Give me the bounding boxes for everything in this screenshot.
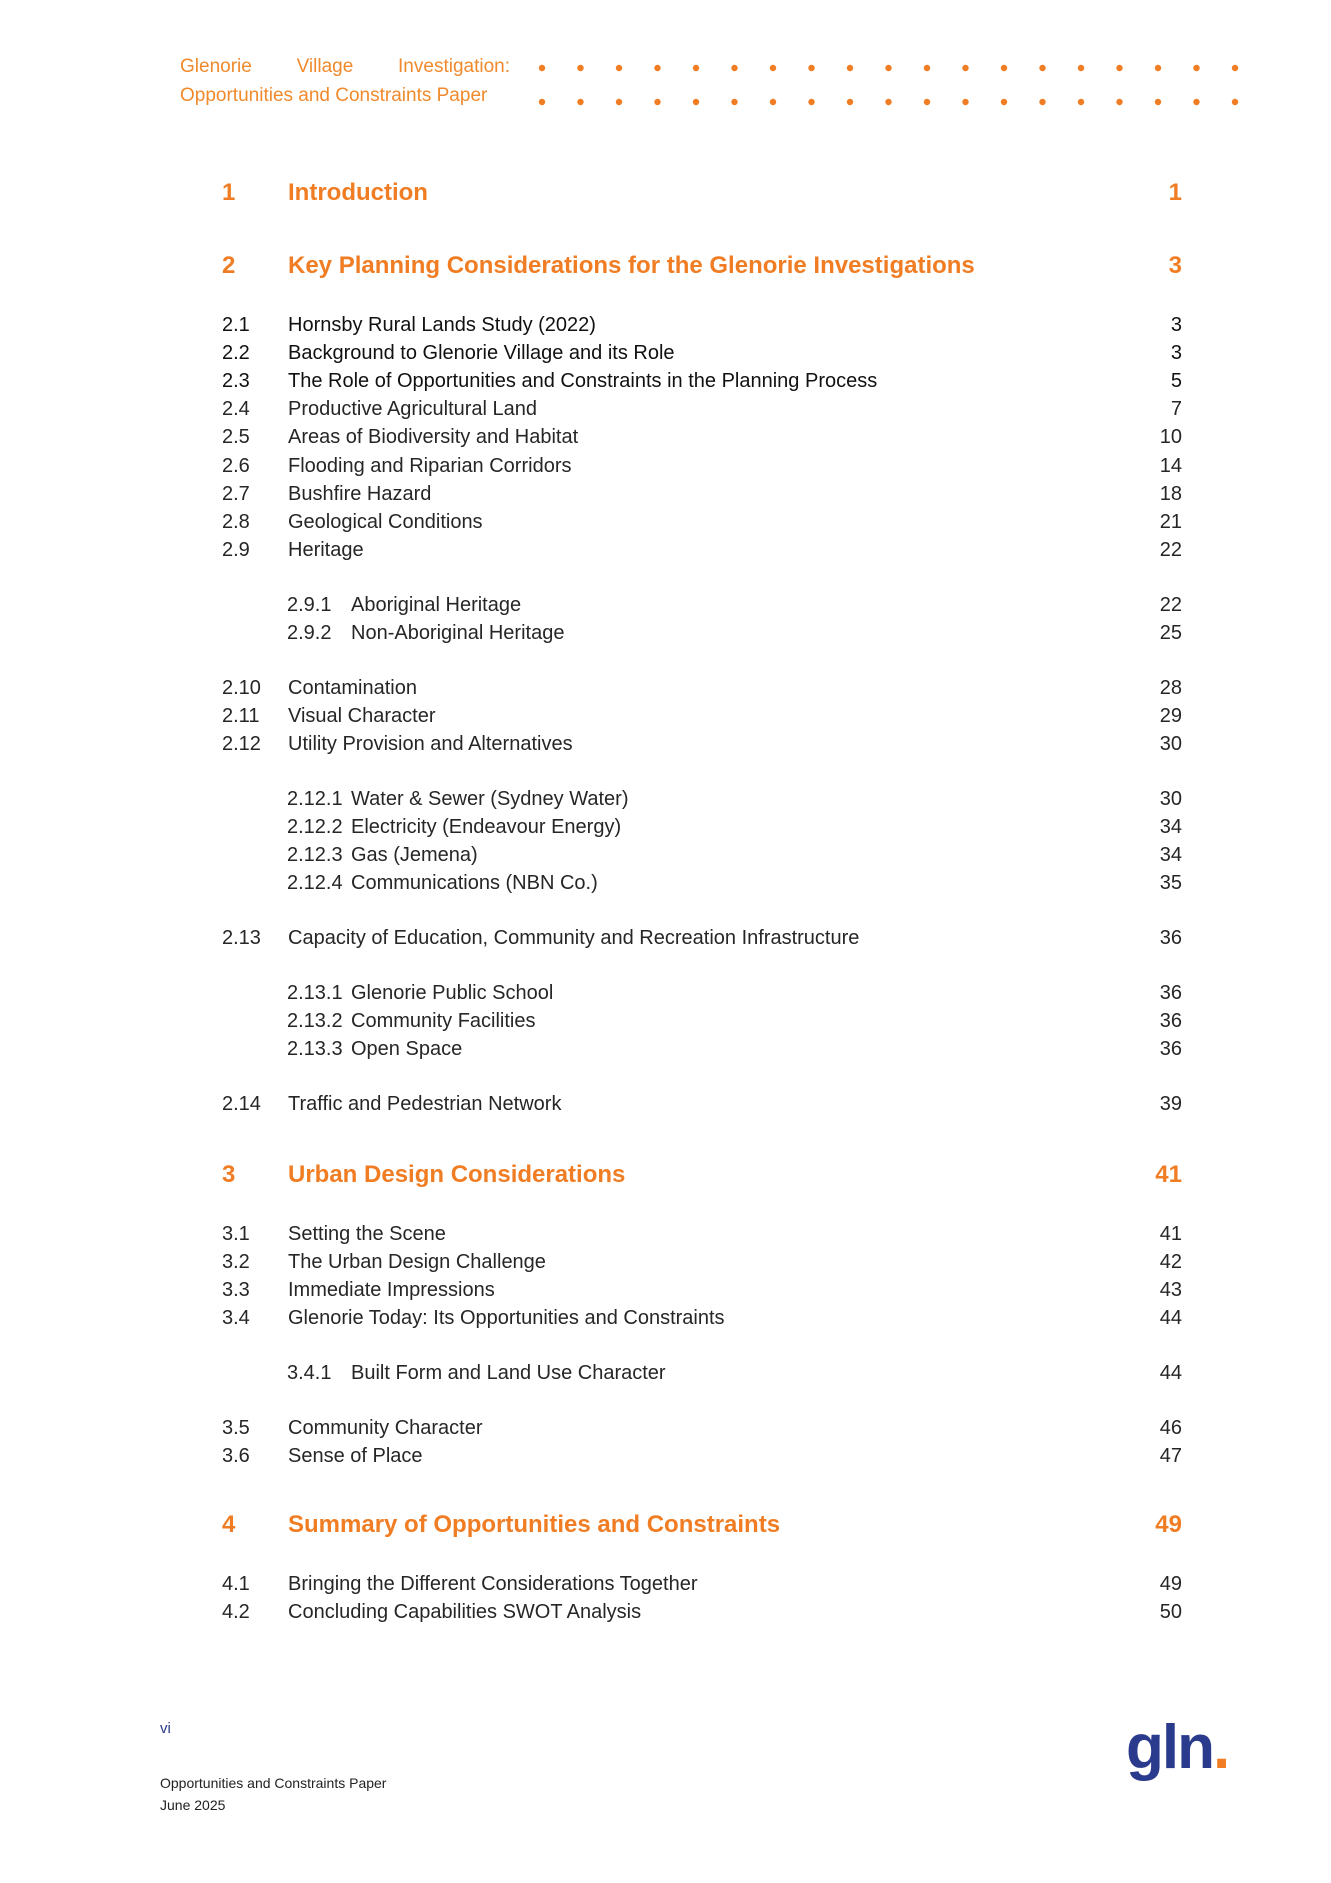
toc-title: Capacity of Education, Community and Recreation Infrastructure xyxy=(288,926,860,949)
header-dot xyxy=(654,65,660,71)
toc-number: 2.9.1 xyxy=(287,593,332,616)
toc-title: Key Planning Considerations for the Glenorie Investigations xyxy=(288,252,975,279)
toc-section-entry[interactable] xyxy=(222,924,1182,952)
header-word: Glenorie xyxy=(180,56,252,77)
toc-chapter-entry[interactable] xyxy=(222,249,1182,283)
toc-number: 2.12 xyxy=(222,732,261,755)
toc-page-number: 7 xyxy=(1170,397,1182,420)
toc-number: 2.9 xyxy=(222,538,250,561)
toc-page-number: 34 xyxy=(1159,843,1182,866)
toc-page-number: 36 xyxy=(1159,1009,1182,1032)
toc-page-number: 36 xyxy=(1159,926,1182,949)
toc-section-entry[interactable] xyxy=(222,730,1182,758)
toc-number: 2.6 xyxy=(222,454,250,477)
header-dot xyxy=(847,99,853,105)
header-dot xyxy=(885,65,891,71)
toc-page-number: 41 xyxy=(1155,1161,1182,1188)
toc-page-number: 3 xyxy=(1170,313,1182,336)
toc-section-entry[interactable] xyxy=(222,1598,1182,1626)
header-dot xyxy=(808,99,814,105)
header-dot xyxy=(1155,65,1161,71)
header-word: Village xyxy=(296,56,354,77)
header-dot xyxy=(962,65,968,71)
toc-title: Open Space xyxy=(351,1037,463,1060)
page-number: vi xyxy=(160,1720,171,1737)
toc-number: 2.2 xyxy=(222,341,250,364)
toc-title: Sense of Place xyxy=(288,1444,423,1467)
toc-number: 3.4.1 xyxy=(287,1361,332,1384)
header-dot xyxy=(577,99,583,105)
toc-number: 3 xyxy=(222,1161,236,1188)
toc-title: Electricity (Endeavour Energy) xyxy=(351,815,622,838)
header-dot xyxy=(1116,65,1122,71)
header-dot xyxy=(693,65,699,71)
header-dot xyxy=(1078,99,1084,105)
toc-number: 3.3 xyxy=(222,1278,250,1301)
toc-page-number: 10 xyxy=(1159,425,1182,448)
header-dot xyxy=(539,65,545,71)
toc-page-number: 50 xyxy=(1159,1600,1182,1623)
header-word: Investigation: xyxy=(398,56,510,77)
footer-doc-title: Opportunities and Constraints Paper xyxy=(160,1775,387,1791)
toc-subsection-entry[interactable] xyxy=(287,841,1182,869)
toc-number: 2.3 xyxy=(222,369,250,392)
toc-number: 2.11 xyxy=(222,704,260,727)
header-dot xyxy=(1039,65,1045,71)
toc-section-entry[interactable] xyxy=(222,423,1182,451)
toc-section-entry[interactable] xyxy=(222,452,1182,480)
footer xyxy=(160,1772,386,1816)
toc-title: The Role of Opportunities and Constraints in the Planning Process xyxy=(288,369,878,392)
toc-number: 2.1 xyxy=(222,313,250,336)
toc-number: 4 xyxy=(222,1511,236,1538)
toc-section-entry[interactable] xyxy=(222,311,1182,339)
toc-subsection-entry[interactable] xyxy=(287,869,1182,897)
header-dot xyxy=(1232,99,1238,105)
header-dot xyxy=(1193,65,1199,71)
toc-page-number: 49 xyxy=(1159,1572,1182,1595)
toc-number: 2.14 xyxy=(222,1092,261,1115)
toc-page-number: 25 xyxy=(1159,621,1182,644)
header-dot xyxy=(1116,99,1122,105)
toc-number: 2.4 xyxy=(222,397,250,420)
running-header xyxy=(180,52,510,110)
toc-page-number: 3 xyxy=(1170,341,1182,364)
toc-section-entry[interactable] xyxy=(222,395,1182,423)
toc-number: 2.13.3 xyxy=(287,1037,343,1060)
toc-title: Areas of Biodiversity and Habitat xyxy=(288,425,579,448)
toc-page-number: 29 xyxy=(1159,704,1182,727)
toc-number: 2.13.2 xyxy=(287,1009,343,1032)
header-dot xyxy=(770,65,776,71)
header-dot xyxy=(577,65,583,71)
header-dot xyxy=(616,65,622,71)
footer-date: June 2025 xyxy=(160,1797,226,1813)
gln-logo xyxy=(1126,1718,1246,1788)
toc-page-number: 34 xyxy=(1159,815,1182,838)
svg-text:gln. xyxy=(1126,1718,1228,1782)
toc-page-number: 22 xyxy=(1159,593,1182,616)
toc-section-entry[interactable] xyxy=(222,339,1182,367)
toc-title: Flooding and Riparian Corridors xyxy=(288,454,572,477)
toc-number: 2.9.2 xyxy=(287,621,332,644)
toc-section-entry[interactable] xyxy=(222,1414,1182,1442)
header-dot xyxy=(1232,65,1238,71)
toc-page-number: 36 xyxy=(1159,981,1182,1004)
toc-title: Heritage xyxy=(288,538,364,561)
toc-page-number: 44 xyxy=(1159,1361,1182,1384)
toc-number: 2.7 xyxy=(222,482,250,505)
header-dot xyxy=(1039,99,1045,105)
header-dot xyxy=(1001,65,1007,71)
toc-subsection-entry[interactable] xyxy=(287,591,1182,619)
toc-title: Utility Provision and Alternatives xyxy=(288,732,573,755)
toc-title: Water & Sewer (Sydney Water) xyxy=(351,787,629,810)
toc-subsection-entry[interactable] xyxy=(287,1359,1182,1387)
toc-title: Bringing the Different Considerations Together xyxy=(288,1572,698,1595)
header-dot xyxy=(616,99,622,105)
toc-page-number: 14 xyxy=(1159,454,1182,477)
toc-title: Community Facilities xyxy=(351,1009,536,1032)
toc-title: Glenorie Today: Its Opportunities and Constraints xyxy=(288,1306,725,1329)
header-dot xyxy=(693,99,699,105)
toc-subsection-entry[interactable] xyxy=(287,813,1182,841)
toc-page-number: 49 xyxy=(1155,1511,1182,1538)
toc-title: Introduction xyxy=(288,179,428,206)
header-dot xyxy=(808,65,814,71)
toc-section-entry[interactable] xyxy=(222,536,1182,564)
header-dot xyxy=(539,99,545,105)
toc-title: Community Character xyxy=(288,1416,483,1439)
toc-number: 2.5 xyxy=(222,425,250,448)
toc-title: Built Form and Land Use Character xyxy=(351,1361,666,1384)
toc-page-number: 35 xyxy=(1159,871,1182,894)
toc-page-number: 30 xyxy=(1159,732,1182,755)
toc-page-number: 36 xyxy=(1159,1037,1182,1060)
toc-section-entry[interactable] xyxy=(222,1442,1182,1470)
toc-title: Glenorie Public School xyxy=(351,981,554,1004)
header-dot xyxy=(847,65,853,71)
toc-section-entry[interactable] xyxy=(222,674,1182,702)
toc-number: 1 xyxy=(222,179,236,206)
toc-title: Visual Character xyxy=(288,704,436,727)
toc-section-entry[interactable] xyxy=(222,1276,1182,1304)
header-dot xyxy=(924,99,930,105)
toc-number: 3.1 xyxy=(222,1222,250,1245)
toc-chapter-entry[interactable] xyxy=(222,176,1182,210)
toc-title: Setting the Scene xyxy=(288,1222,446,1245)
header-dot xyxy=(885,99,891,105)
toc-chapter-entry[interactable] xyxy=(222,1508,1182,1542)
toc-chapter-entry[interactable] xyxy=(222,1158,1182,1192)
toc-title: Productive Agricultural Land xyxy=(288,397,538,420)
toc-number: 2.13 xyxy=(222,926,261,949)
toc-number: 4.1 xyxy=(222,1572,250,1595)
toc-section-entry[interactable] xyxy=(222,1570,1182,1598)
toc-subsection-entry[interactable] xyxy=(287,1007,1182,1035)
toc-title: Aboriginal Heritage xyxy=(351,593,522,616)
toc-section-entry[interactable] xyxy=(222,1248,1182,1276)
toc-number: 3.5 xyxy=(222,1416,250,1439)
toc-section-entry[interactable] xyxy=(222,1304,1182,1332)
toc-number: 2.12.3 xyxy=(287,843,343,866)
header-dot xyxy=(731,65,737,71)
toc-page-number: 46 xyxy=(1159,1416,1182,1439)
toc-section-entry[interactable] xyxy=(222,702,1182,730)
toc-number: 3.2 xyxy=(222,1250,250,1273)
header-dot xyxy=(1078,65,1084,71)
toc-title: The Urban Design Challenge xyxy=(288,1250,546,1273)
toc-number: 3.6 xyxy=(222,1444,250,1467)
header-dot xyxy=(770,99,776,105)
toc-section-entry[interactable] xyxy=(222,1220,1182,1248)
toc-section-entry[interactable] xyxy=(222,367,1182,395)
toc-number: 2 xyxy=(222,252,236,279)
toc-page-number: 47 xyxy=(1159,1444,1182,1467)
toc-title: Communications (NBN Co.) xyxy=(351,871,598,894)
toc-page-number: 5 xyxy=(1170,369,1182,392)
toc-page-number: 18 xyxy=(1159,482,1182,505)
toc-page-number: 21 xyxy=(1159,510,1182,533)
toc-page-number: 28 xyxy=(1159,676,1182,699)
header-dot xyxy=(962,99,968,105)
toc-subsection-entry[interactable] xyxy=(287,979,1182,1007)
toc-title: Background to Glenorie Village and its Role xyxy=(288,341,675,364)
header-dot xyxy=(1193,99,1199,105)
toc-number: 2.12.1 xyxy=(287,787,343,810)
toc-page-number: 42 xyxy=(1159,1250,1182,1273)
toc-title: Immediate Impressions xyxy=(288,1278,495,1301)
header-dot xyxy=(654,99,660,105)
toc-number: 3.4 xyxy=(222,1306,250,1329)
header-dot xyxy=(731,99,737,105)
toc-page-number: 44 xyxy=(1159,1306,1182,1329)
toc-number: 2.13.1 xyxy=(287,981,343,1004)
toc-page-number: 3 xyxy=(1168,252,1182,279)
toc-title: Urban Design Considerations xyxy=(288,1161,626,1188)
toc-page-number: 41 xyxy=(1159,1222,1182,1245)
toc-number: 4.2 xyxy=(222,1600,250,1623)
toc-number: 2.12.4 xyxy=(287,871,343,894)
toc-title: Contamination xyxy=(288,676,417,699)
toc-title: Traffic and Pedestrian Network xyxy=(288,1092,562,1115)
toc-title: Summary of Opportunities and Constraints xyxy=(288,1511,781,1538)
header-line-2: Opportunities and Constraints Paper xyxy=(180,85,488,106)
toc-page-number: 1 xyxy=(1168,179,1182,206)
toc-subsection-entry[interactable] xyxy=(287,1035,1182,1063)
toc-title: Concluding Capabilities SWOT Analysis xyxy=(288,1600,642,1623)
header-line-1 xyxy=(180,52,510,81)
toc-title: Bushfire Hazard xyxy=(288,482,432,505)
toc-title: Gas (Jemena) xyxy=(351,843,478,866)
toc-number: 2.10 xyxy=(222,676,261,699)
header-dot xyxy=(1155,99,1161,105)
toc-title: Non-Aboriginal Heritage xyxy=(351,621,565,644)
header-dot xyxy=(924,65,930,71)
toc-page-number: 43 xyxy=(1159,1278,1182,1301)
toc-page-number: 30 xyxy=(1159,787,1182,810)
toc-title: Geological Conditions xyxy=(288,510,483,533)
logo-dot: . xyxy=(1212,1718,1229,1782)
toc-page-number: 22 xyxy=(1159,538,1182,561)
header-dot-pattern xyxy=(538,58,1243,108)
toc-section-entry[interactable] xyxy=(222,480,1182,508)
toc-number: 2.12.2 xyxy=(287,815,343,838)
toc-number: 2.8 xyxy=(222,510,250,533)
toc-title: Hornsby Rural Lands Study (2022) xyxy=(288,313,596,336)
toc-page-number: 39 xyxy=(1159,1092,1182,1115)
header-dot xyxy=(1001,99,1007,105)
toc-section-entry[interactable] xyxy=(222,508,1182,536)
toc-subsection-entry[interactable] xyxy=(287,785,1182,813)
toc-section-entry[interactable] xyxy=(222,1090,1182,1118)
logo-letters: gln xyxy=(1126,1718,1213,1782)
toc-subsection-entry[interactable] xyxy=(287,619,1182,647)
